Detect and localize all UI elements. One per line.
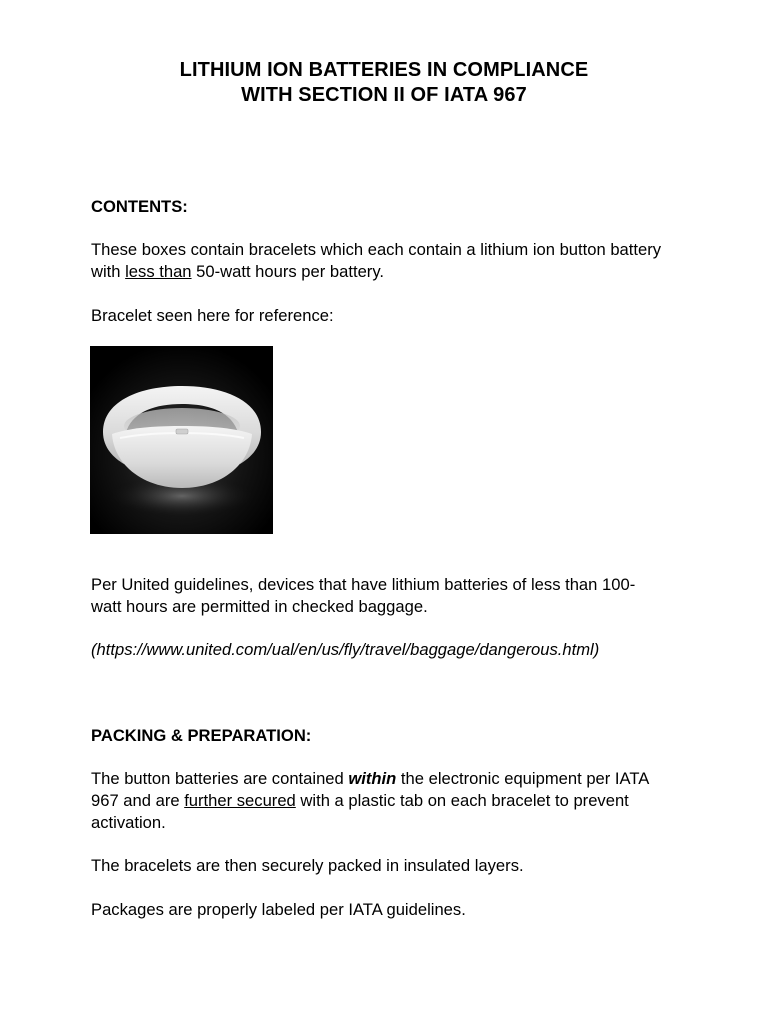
less-than-underlined: less than <box>125 262 192 281</box>
packing-text-b: the electronic equipment per IATA 967 and are <box>91 769 649 810</box>
further-secured-underlined: further secured <box>184 791 296 810</box>
united-url[interactable]: (https://www.united.com/ual/en/us/fly/travel/baggage/dangerous.html) <box>91 640 600 659</box>
insulated-layers-paragraph: The bracelets are then securely packed in insulated layers. <box>91 856 524 875</box>
contents-paragraph <box>91 239 671 283</box>
bracelet-photo <box>90 346 273 534</box>
packing-text-a: The button batteries are contained <box>91 769 349 788</box>
united-guidelines-paragraph: Per United guidelines, devices that have lithium batteries of less than 100-watt hours are permitted in checked baggage. <box>91 575 636 616</box>
labeled-paragraph: Packages are properly labeled per IATA guidelines. <box>91 900 466 919</box>
packing-paragraph <box>91 768 676 834</box>
reference-caption: Bracelet seen here for reference: <box>91 306 334 325</box>
contents-heading: CONTENTS: <box>91 197 188 216</box>
packing-text-c: with a plastic tab on each bracelet to prevent activation. <box>91 791 629 832</box>
bracelet-image <box>90 346 273 534</box>
within-emphasis: within <box>348 769 397 788</box>
contents-text-b: 50-watt hours per battery. <box>191 262 385 281</box>
document-title <box>0 58 768 108</box>
title-line-2: WITH SECTION II OF IATA 967 <box>241 84 527 106</box>
title-line-1: LITHIUM ION BATTERIES IN COMPLIANCE <box>179 59 589 81</box>
packing-heading: PACKING & PREPARATION: <box>91 726 312 745</box>
contents-text-a: These boxes contain bracelets which each contain a lithium ion button battery with <box>91 240 662 281</box>
